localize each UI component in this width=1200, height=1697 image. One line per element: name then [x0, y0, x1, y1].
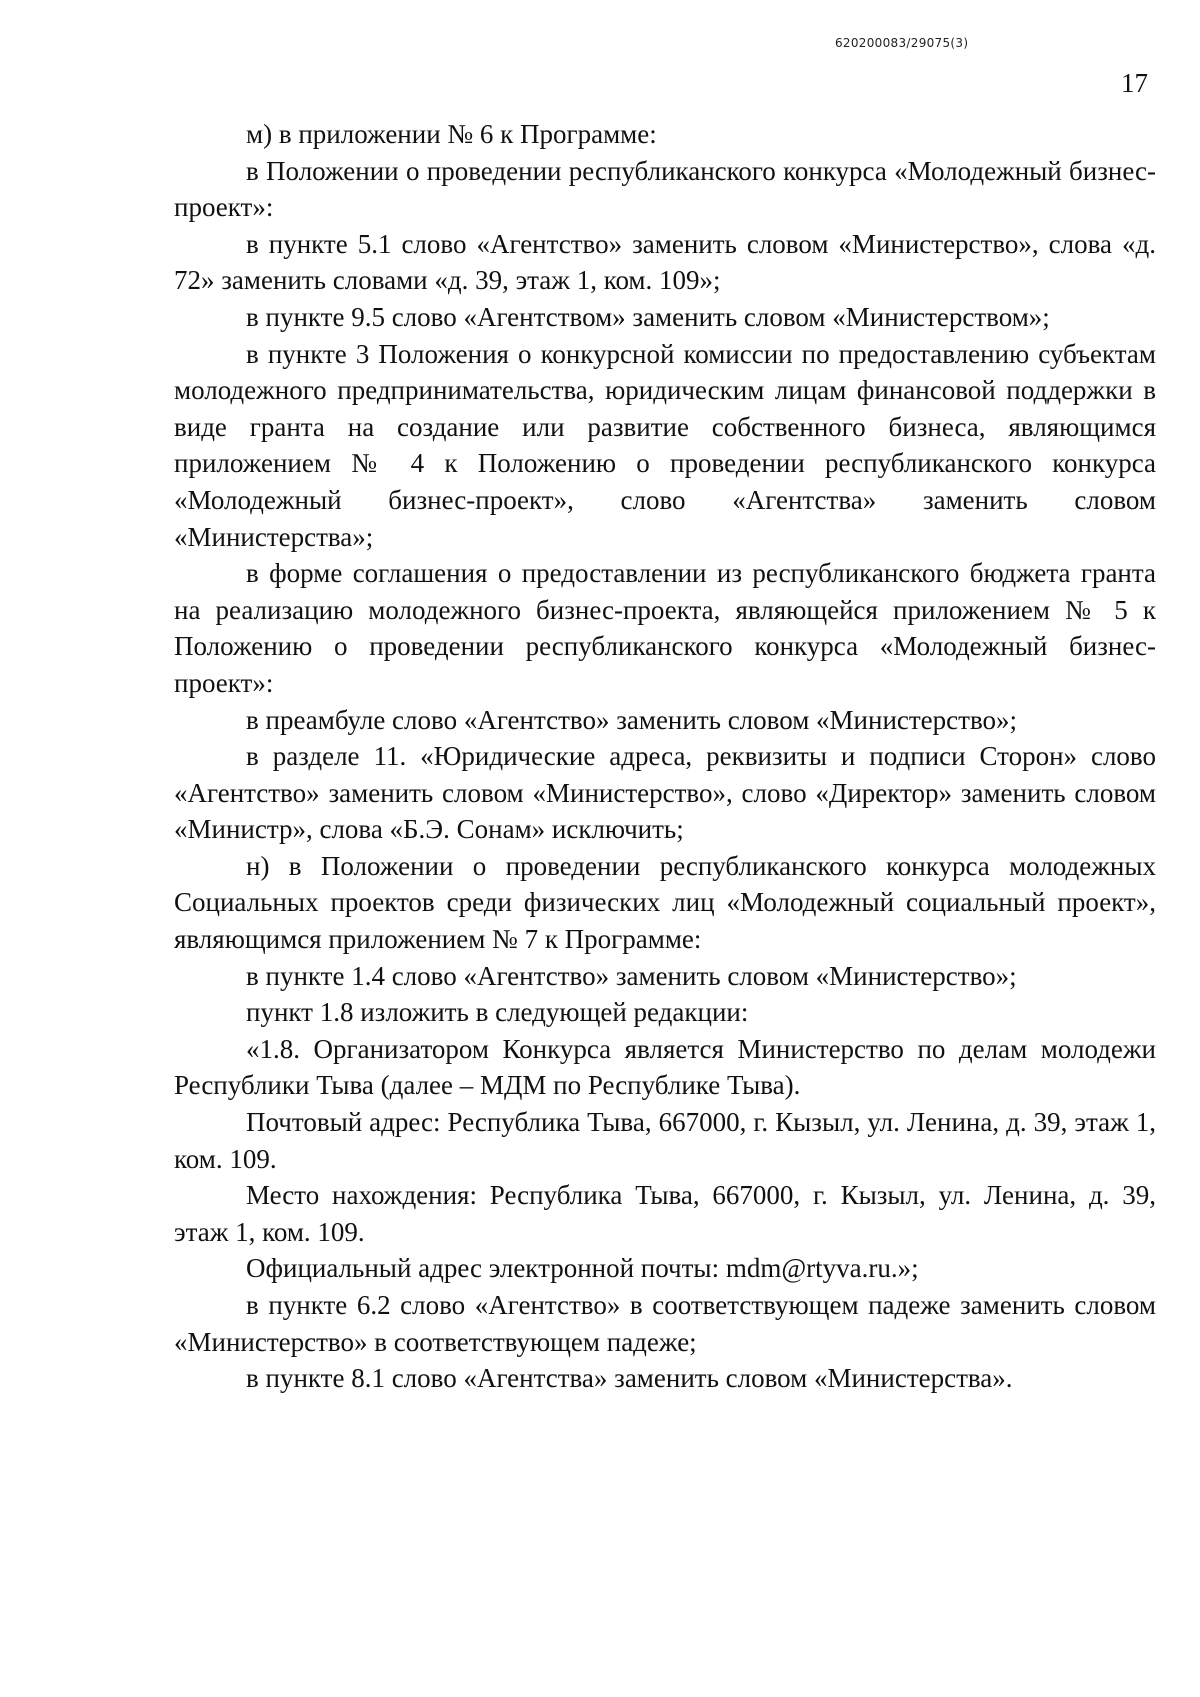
paragraph: в пункте 6.2 слово «Агентство» в соответствующем падеже заменить словом «Министерство» в соответствующем падеже; [174, 1290, 1156, 1357]
paragraph: Почтовый адрес: Республика Тыва, 667000, г. Кызыл, ул. Ленина, д. 39, этаж 1, ком. 109. [174, 1107, 1156, 1174]
paragraph: пункт 1.8 изложить в следующей редакции: [246, 997, 749, 1028]
paragraph: Официальный адрес электронной почты: mdm@rtyva.ru.»; [246, 1253, 919, 1284]
paragraph: в пункте 9.5 слово «Агентством» заменить словом «Министерством»; [246, 301, 1050, 332]
paragraph: в форме соглашения о предоставлении из республиканского бюджета гранта на реализацию молодежного бизнес-проекта, являющейся приложением № 5 к Положению о проведении республиканского конкурса «Молодежный бизнес-проект»: [174, 558, 1156, 698]
document-body [174, 116, 1156, 1397]
paragraph: «1.8. Организатором Конкурса является Министерство по делам молодежи Республики Тыва (далее – МДМ по Республике Тыва). [174, 1033, 1156, 1101]
paragraph: в пункте 8.1 слово «Агентства» заменить словом «Министерства». [246, 1363, 1013, 1394]
page-number: 17 [1121, 68, 1148, 98]
document-id: 620200083/29075(3) [835, 36, 969, 50]
paragraph: в пункте 5.1 слово «Агентство» заменить словом «Министерство», слова «д. 72» заменить словами «д. 39, этаж 1, ком. 109»; [174, 228, 1156, 296]
paragraph: в разделе 11. «Юридические адреса, реквизиты и подписи Сторон» слово «Агентство» заменить словом «Министерство», слово «Директор» заменить словом «Министр», слова «Б.Э. Сонам» исключить; [174, 741, 1156, 845]
paragraph: н) в Положении о проведении республиканского конкурса молодежных Социальных проектов среди физических лиц «Молодежный социальный проект», являющимся приложением № 7 к Программе: [174, 850, 1156, 955]
paragraph: Место нахождения: Республика Тыва, 667000, г. Кызыл, ул. Ленина, д. 39, этаж 1, ком. 109. [174, 1180, 1156, 1247]
paragraph: в пункте 1.4 слово «Агентство» заменить словом «Министерство»; [246, 960, 1017, 991]
paragraph: в пункте 3 Положения о конкурсной комиссии по предоставлению субъектам молодежного предпринимательства, юридическим лицам финансовой поддержки в виде гранта на создание или развитие собственного бизнеса, являющимся приложением № 4 к Положению о проведении республиканского конкурса «Молодежный бизнес-проект», слово «Агентства» заменить словом «Министерства»; [174, 338, 1156, 552]
paragraph: в преамбуле слово «Агентство» заменить словом «Министерство»; [246, 704, 1018, 735]
paragraph: в Положении о проведении республиканского конкурса «Молодежный бизнес-проект»: [174, 155, 1156, 223]
paragraph: м) в приложении № 6 к Программе: [246, 119, 657, 149]
